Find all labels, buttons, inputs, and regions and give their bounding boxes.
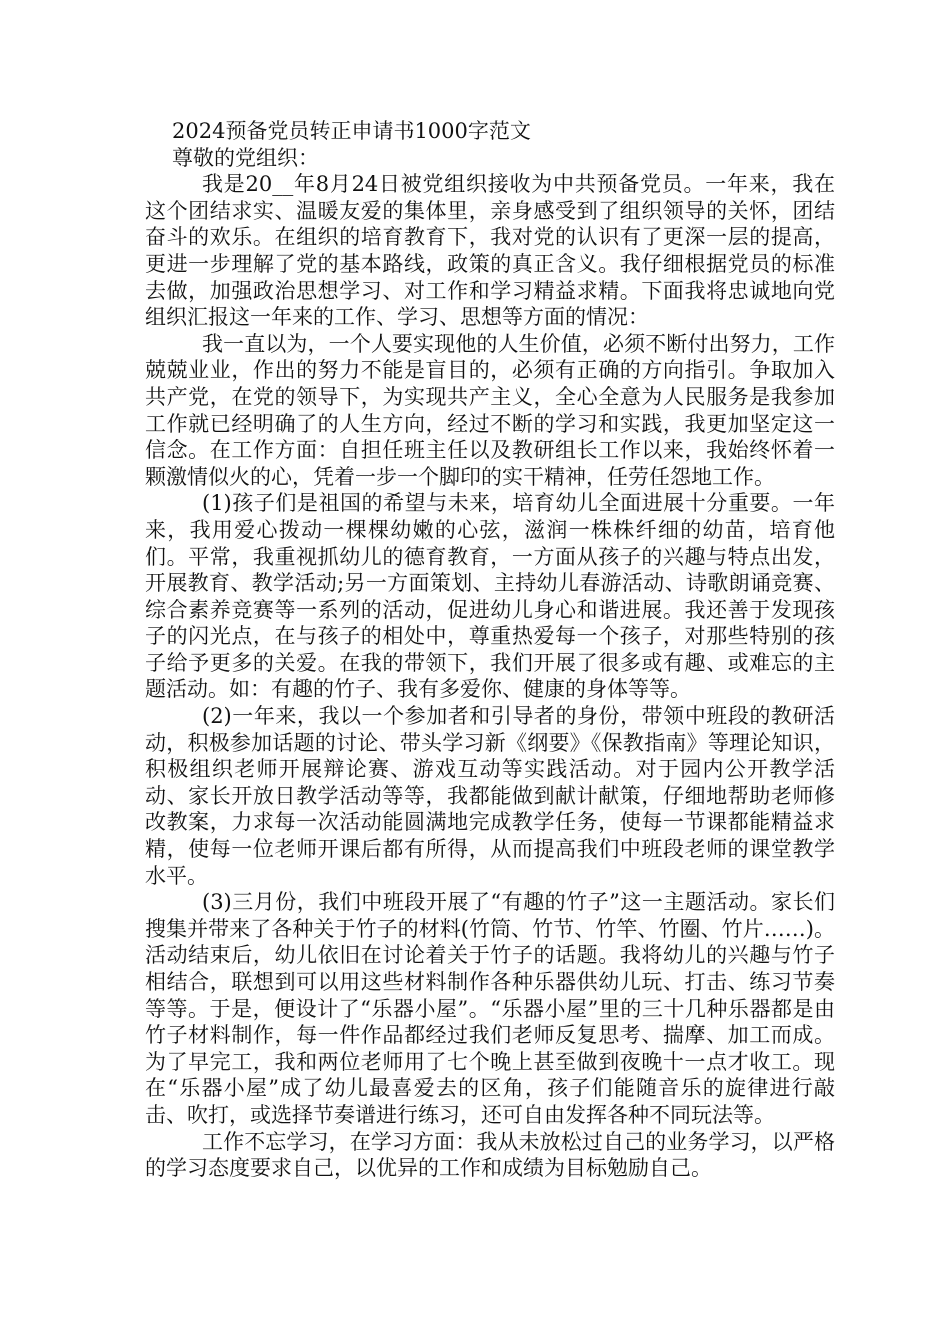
paragraph-intro: 我是20__年8月24日被党组织接收为中共预备党员。一年来，我在这个团结求实、温暖友爱的集体里，亲身感受到了组织领导的关怀，团结奋斗的欢乐。在组织的培育教育下，我对党的认识有了更深一层的提高，更进一步理解了党的基本路线，政策的真正含义。我仔细根据党员的标准去做，加强政治思想学习、对工作和学习精益求精。下面我将忠诚地向党组织汇报这一年来的工作、学习、思想等方面的情况：	[145, 172, 835, 330]
paragraph-item-3: (3)三月份，我们中班段开展了“有趣的竹子”这一主题活动。家长们搜集并带来了各种关于竹子的材料(竹筒、竹节、竹竿、竹圈、竹片……)。活动结束后，幼儿依旧在讨论着关于竹子的话题。我将幼儿的兴趣与竹子相结合，联想到可以用这些材料制作各种乐器供幼儿玩、打击、练习节奏等等。于是，便设计了“乐器小屋”。“乐器小屋”里的三十几种乐器都是由竹子材料制作，每一件作品都经过我们老师反复思考、揣摩、加工而成。为了早完工，我和两位老师用了七个晚上甚至做到夜晚十一点才收工。现在“乐器小屋”成了幼儿最喜爱去的区角，孩子们能随音乐的旋律进行敲击、吹打，或选择节奏谱进行练习，还可自由发挥各种不同玩法等。	[145, 890, 835, 1127]
salutation: 尊敬的党组织：	[172, 145, 319, 170]
document-page	[145, 118, 835, 1182]
paragraph-item-2: (2)一年来，我以一个参加者和引导者的身份，带领中班段的教研活动，积极参加话题的讨论、带头学习新《纲要》《保教指南》等理论知识，积极组织老师开展辩论赛、游戏互动等实践活动。对于园内公开教学活动、家长开放日教学活动等等，我都能做到献计献策，仔细地帮助老师修改教案，力求每一次活动能圆满地完成教学任务，使每一节课都能精益求精，使每一位老师开课后都有所得，从而提高我们中班段老师的课堂教学水平。	[145, 704, 835, 888]
paragraph-study: 工作不忘学习，在学习方面：我从未放松过自己的业务学习，以严格的学习态度要求自己，以优异的工作和成绩为目标勉励自己。	[145, 1129, 835, 1181]
document-title: 2024预备党员转正申请书1000字范文	[172, 119, 531, 143]
paragraph-life-values: 我一直以为，一个人要实现他的人生价值，必须不断付出努力，工作兢兢业业，作出的努力不能是盲目的，必须有正确的方向指引。争取加入共产党，在党的领导下，为实现共产主义，全心全意为人民服务是我参加工作就已经明确了的人生方向，经过不断的学习和实践，我更加坚定这一信念。在工作方面：自担任班主任以及教研组长工作以来，我始终怀着一颗激情似火的心，凭着一步一个脚印的实干精神，任劳任怨地工作。	[145, 331, 835, 489]
paragraph-item-1: (1)孩子们是祖国的希望与未来，培育幼儿全面进展十分重要。一年来，我用爱心拨动一棵棵幼嫩的心弦，滋润一株株纤细的幼苗，培育他们。平常，我重视抓幼儿的德育教育，一方面从孩子的兴趣与特点出发，开展教育、教学活动;另一方面策划、主持幼儿春游活动、诗歌朗诵竞赛、综合素养竞赛等一系列的活动，促进幼儿身心和谐进展。我还善于发现孩子的闪光点，在与孩子的相处中，尊重热爱每一个孩子，对那些特别的孩子给予更多的关爱。在我的带领下，我们开展了很多或有趣、或难忘的主题活动。如：有趣的竹子、我有多爱你、健康的身体等等。	[145, 491, 835, 702]
